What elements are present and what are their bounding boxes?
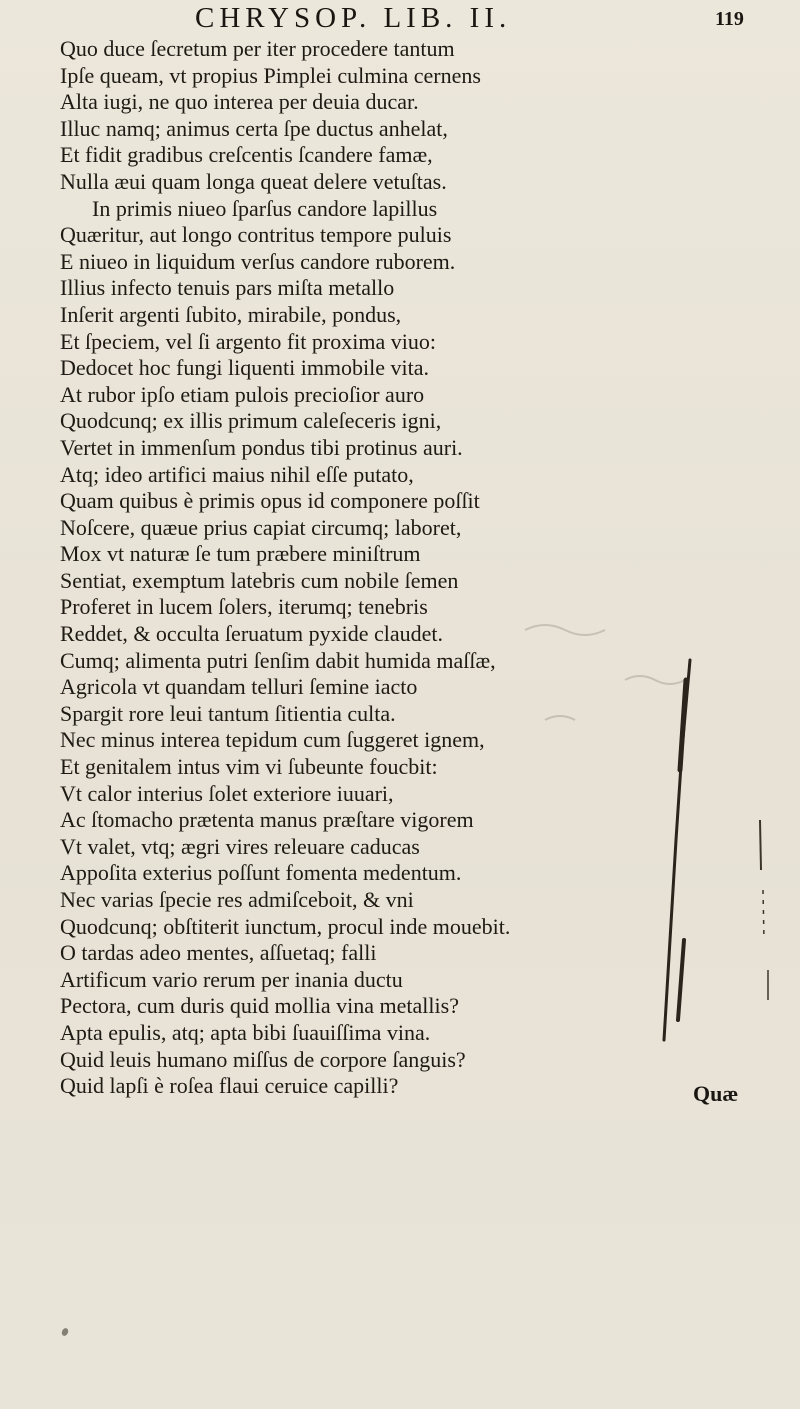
verse-line: In primis niueo ſparſus candore lapillus (92, 195, 438, 221)
verse-line: Ac ſtomacho prætenta manus præſtare vigorem (60, 807, 474, 833)
verse-line: Quid lapſi è roſea flaui ceruice capilli? (60, 1073, 399, 1099)
verse-line: Et genitalem intus vim vi ſubeunte foucbit: (60, 754, 438, 780)
verse-line: Nulla æui quam longa queat delere vetuſtas. (60, 168, 447, 194)
verse-line: At rubor ipſo etiam pulois precioſior auro (60, 381, 425, 407)
verse-line: O tardas adeo mentes, aſſuetaq; falli (60, 940, 377, 966)
verse-line: Et fidit gradibus creſcentis ſcandere famæ, (60, 142, 433, 168)
verse-line: Vt calor interius ſolet exteriore iuuari, (60, 780, 394, 806)
verse-line: Sentiat, exemptum latebris cum nobile ſemen (60, 567, 459, 593)
running-head: CHRYSOP. LIB. II. (195, 2, 512, 34)
verse-line: Illius infecto tenuis pars miſta metallo (60, 275, 395, 301)
verse-line: Et ſpeciem, vel ſi argento fit proxima viuo: (60, 328, 436, 354)
verse-line: Quodcunq; ex illis primum caleſeceris igni, (60, 408, 442, 434)
verse-line: Reddet, & occulta ſeruatum pyxide claudet. (60, 621, 444, 647)
verse-line: Quid leuis humano miſſus de corpore ſanguis? (60, 1046, 466, 1072)
verse-line: Apta epulis, atq; apta bibi ſuauiſſima vina. (60, 1019, 431, 1045)
verse-line: Quam quibus è primis opus id componere poſſit (60, 488, 480, 514)
verse-line: Spargit rore leui tantum ſitientia culta. (60, 700, 396, 726)
verse-line: Noſcere, quæue prius capiat circumq; laboret, (60, 514, 462, 540)
verse-line: Dedocet hoc fungi liquenti immobile vita. (60, 355, 430, 381)
verse-line: Inſerit argenti ſubito, mirabile, pondus, (60, 301, 402, 327)
verse-line: E niueo in liquidum verſus candore ruborem. (60, 248, 456, 274)
verse-line: Illuc namq; animus certa ſpe ductus anhelat, (60, 115, 448, 141)
verse-line: Vt valet, vtq; ægri vires releuare caducas (60, 833, 420, 859)
verse-line: Vertet in immenſum pondus tibi protinus auri. (60, 434, 463, 460)
verse-line: Nec varias ſpecie res admiſceboit, & vni (60, 887, 414, 912)
verse-line: Atq; ideo artifici maius nihil eſſe putato, (60, 461, 414, 487)
verse-line: Appoſita exterius poſſunt fomenta medentum. (60, 860, 462, 886)
verse-line: Pectora, cum duris quid mollia vina metallis? (60, 993, 459, 1019)
verse-line: Nec minus interea tepidum cum ſuggeret ignem, (60, 727, 485, 753)
verse-line: Quæritur, aut longo contritus tempore puluis (60, 222, 452, 248)
ink-spot (61, 1327, 70, 1337)
verse-line: Mox vt naturæ ſe tum præbere miniſtrum (60, 541, 421, 567)
verse-line: Proferet in lucem ſolers, iterumq; tenebris (60, 594, 428, 620)
verse-line: Alta iugi, ne quo interea per deuia ducar. (60, 89, 419, 115)
verse-line: Cumq; alimenta putri ſenſim dabit humida maſſæ, (60, 647, 496, 673)
page-header (0, 0, 800, 36)
verse-line: Ipſe queam, vt propius Pimplei culmina cernens (60, 62, 481, 88)
verse-text (60, 36, 780, 1100)
verse-line: Artificum vario rerum per inania ductu (60, 966, 403, 992)
verse-line: Quo duce ſecretum per iter procedere tantum (60, 36, 455, 61)
verse-line: Agricola vt quandam telluri ſemine iacto (60, 674, 418, 700)
catchword: Quæ (693, 1081, 739, 1106)
folio-number: 119 (715, 8, 744, 30)
verse-line: Quodcunq; obſtiterit iunctum, procul inde mouebit. (60, 913, 511, 939)
